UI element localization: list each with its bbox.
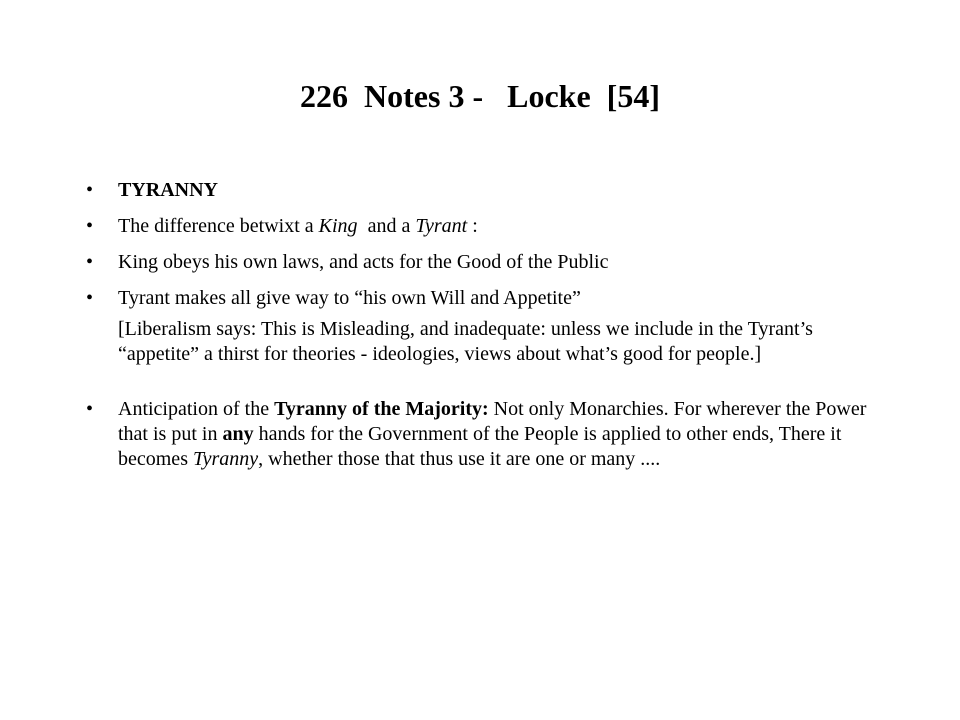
anticipation-bold1: Tyranny of the Majority: bbox=[274, 398, 489, 420]
bullet-item-tyranny bbox=[86, 178, 896, 203]
anticipation-bold2: any bbox=[222, 423, 254, 445]
anticipation-part1: Anticipation of the bbox=[118, 398, 275, 420]
tyrant-makes-text: Tyrant makes all give way to “his own Will and Appetite” bbox=[118, 287, 581, 309]
title-name: Locke bbox=[507, 78, 591, 114]
bullet-item-king-obeys bbox=[86, 250, 896, 275]
difference-text-middle: and a bbox=[357, 215, 416, 237]
spacer bbox=[86, 367, 896, 397]
bullet-item-anticipation bbox=[86, 397, 896, 472]
bullet-list bbox=[86, 178, 896, 483]
difference-king: King bbox=[318, 215, 358, 237]
anticipation-part3: hands for the Government of the People is applied to other ends, There it becomes bbox=[118, 423, 842, 470]
bullet-item-tyrant-makes bbox=[86, 286, 896, 311]
bullet-icon: • bbox=[86, 215, 94, 237]
bullet-item-difference bbox=[86, 214, 896, 239]
anticipation-part2: Not only Monarchies. For wherever the Power that is put in bbox=[118, 398, 867, 445]
bullet-icon: • bbox=[86, 251, 94, 273]
bullet-icon: • bbox=[86, 398, 94, 420]
liberalism-note bbox=[86, 317, 896, 367]
bullet-icon: • bbox=[86, 179, 94, 201]
difference-text-before: The difference betwixt a bbox=[118, 215, 319, 237]
title-prefix: 226 Notes 3 - bbox=[300, 78, 508, 114]
difference-tyrant: Tyrant bbox=[415, 215, 468, 237]
slide-title bbox=[0, 76, 960, 116]
tyranny-heading: TYRANNY bbox=[118, 179, 218, 201]
liberalism-note-text: [Liberalism says: This is Misleading, and inadequate: unless we include in the Tyrant’s “appetite” a thirst for theories - ideologies, views about what’s good for people.] bbox=[118, 318, 813, 365]
anticipation-part4: , whether those that thus use it are one or many .... bbox=[258, 448, 661, 470]
anticipation-italic1: Tyranny bbox=[192, 448, 259, 470]
title-page: [54] bbox=[590, 78, 660, 114]
bullet-icon: • bbox=[86, 287, 94, 309]
difference-text-after: : bbox=[467, 215, 478, 237]
king-obeys-text: King obeys his own laws, and acts for the Good of the Public bbox=[118, 251, 609, 273]
